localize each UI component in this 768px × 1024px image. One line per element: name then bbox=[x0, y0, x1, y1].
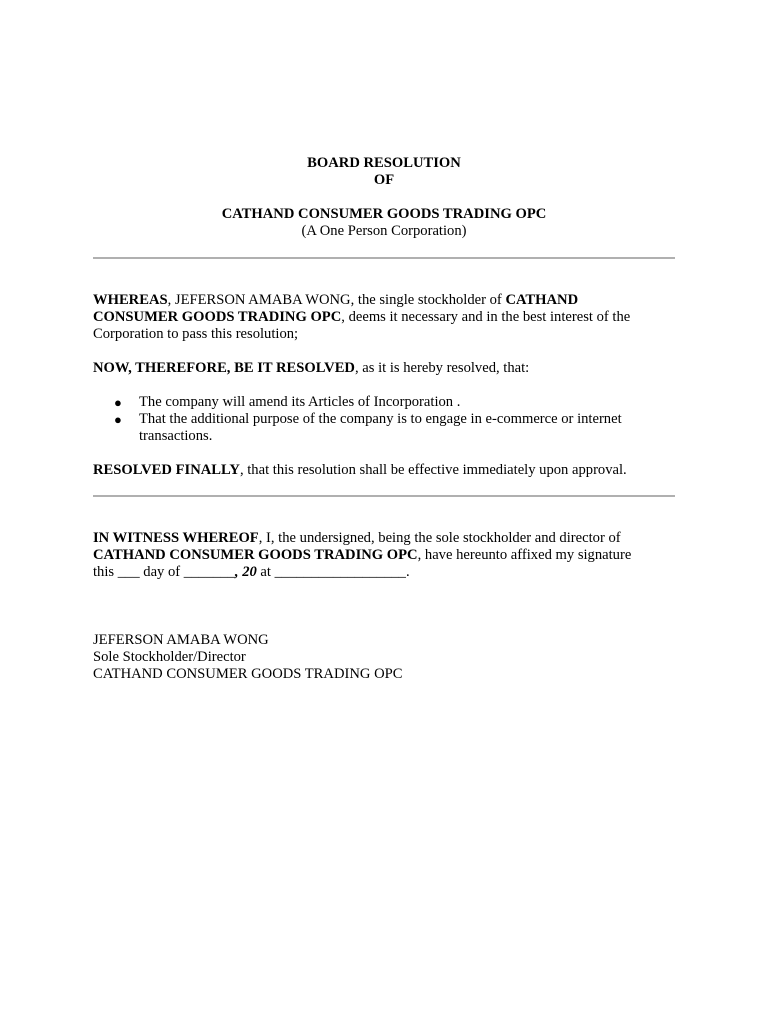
list-item: ● The company will amend its Articles of Incorporation . bbox=[114, 394, 461, 410]
signatory-company: CATHAND CONSUMER GOODS TRADING OPC bbox=[93, 666, 403, 682]
signature-block bbox=[93, 632, 675, 683]
signatory-name: JEFERSON AMABA WONG bbox=[93, 632, 269, 648]
witness-year: , 20 bbox=[234, 564, 257, 580]
list-item: ● That the additional purpose of the company is to engage in e-commerce or internet transactions. bbox=[114, 411, 622, 444]
resolved-finally-lead: RESOLVED FINALLY bbox=[93, 462, 240, 478]
signatory-role: Sole Stockholder/Director bbox=[93, 649, 246, 665]
witness-paragraph: IN WITNESS WHEREOF, I, the undersigned, being the sole stockholder and director of CATHAND CONSUMER GOODS TRADING OPC, have hereunto affixed my signature this ___ day of _______, 20 at __________________. bbox=[93, 530, 632, 580]
subtitle: (A One Person Corporation) bbox=[301, 223, 467, 239]
title-line-2: OF bbox=[373, 172, 395, 188]
bullet-icon: ● bbox=[114, 412, 122, 427]
resolved-lead: NOW, THEREFORE, BE IT RESOLVED bbox=[93, 360, 355, 376]
document-body bbox=[93, 155, 675, 683]
whereas-company-2: CONSUMER GOODS TRADING OPC bbox=[93, 309, 342, 325]
resolved-finally-paragraph: RESOLVED FINALLY, that this resolution shall be effective immediately upon approval. bbox=[93, 462, 627, 478]
whereas-company-1: CATHAND bbox=[505, 292, 579, 308]
witness-lead: IN WITNESS WHEREOF bbox=[93, 530, 259, 546]
title-block bbox=[93, 155, 675, 240]
company-name-heading: CATHAND CONSUMER GOODS TRADING OPC bbox=[221, 206, 547, 222]
whereas-paragraph: WHEREAS, JEFERSON AMABA WONG, the single stockholder of CATHAND CONSUMER GOODS TRADING OPC, deems it necessary and in the best interest of the Corporation to pass this resolution; bbox=[93, 292, 631, 342]
title-line-1: BOARD RESOLUTION bbox=[307, 155, 461, 171]
bullet-icon: ● bbox=[114, 395, 122, 410]
resolved-paragraph: NOW, THEREFORE, BE IT RESOLVED, as it is hereby resolved, that: bbox=[93, 360, 530, 376]
resolution-list bbox=[93, 394, 675, 445]
witness-company: CATHAND CONSUMER GOODS TRADING OPC bbox=[93, 547, 418, 563]
whereas-lead: WHEREAS bbox=[93, 292, 168, 308]
